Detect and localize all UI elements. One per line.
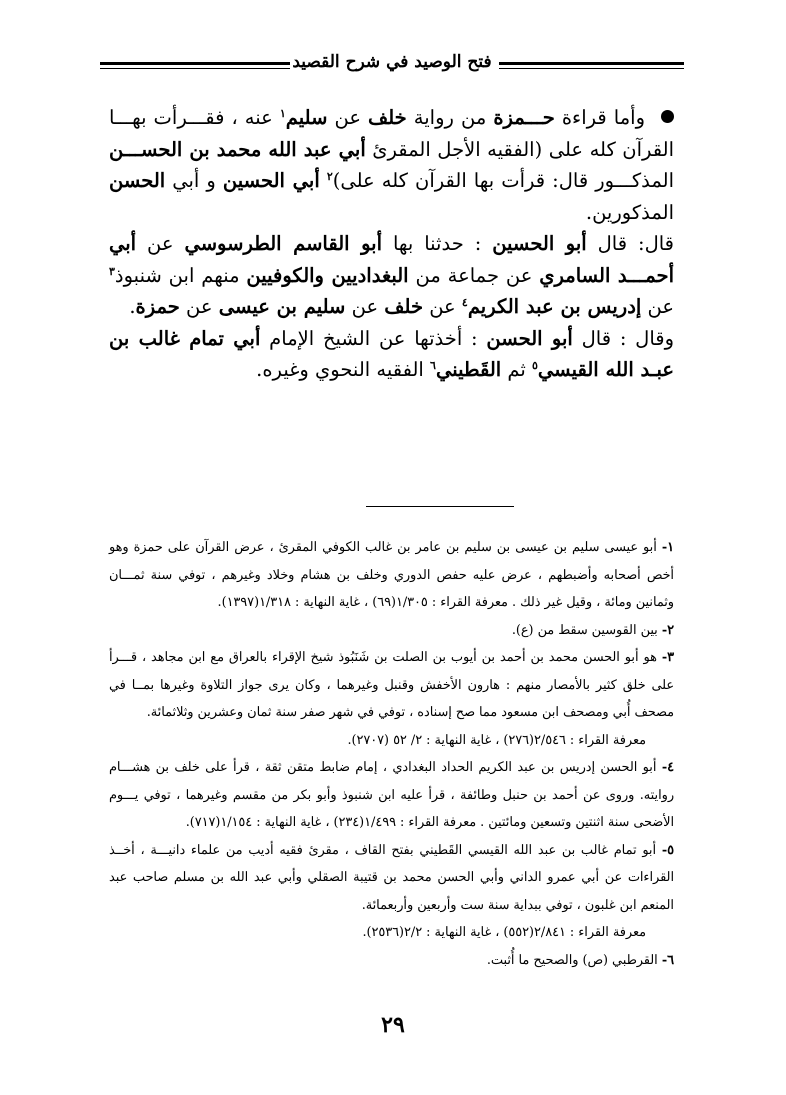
bold-name: أبي أحمـــد السامري [109, 232, 675, 287]
footnote-separator [366, 506, 514, 507]
footnote-text: أبو عيسى سليم بن عيسى بن سليم بن عامر بن غالب الكوفي المقرئ ، عرض القرآن على حمزة وهو أخص أصحابه وأضبطهم ، عرض عليه حفص الدوري وخلف بن هشام وخلاد وغيرهم ، توفي سنة ثمـــان وثمانين ومائة ، وقيل غير ذلك . معرفة القراء : ١/٣٠٥(٦٩) ، غاية النهاية : ١/٣١٨(١٣٩٧). [109, 540, 674, 610]
footnote-number: ٥- [661, 842, 674, 858]
paragraph-3 [109, 323, 674, 386]
paragraph-2 [109, 228, 674, 323]
footnote-text: أبو الحسن إدريس بن عبد الكريم الحداد البغدادي ، إمام ضابط متقن ثقة ، قرأ على خلف بن هشـــام روايته. وروى عن أحمد بن حنبل وطائفة ، قرأ عليه ابن شنبوذ وأبو بكر من مقسم وغيرهما ، توفي يـــوم الأضحى سنة اثنتين وتسعين ومائتين . معرفة القراء : ١/٤٩٩(٢٣٤) ، غاية النهاية : ١/١٥٤(٧١٧). [109, 760, 674, 830]
bold-name: إدريس بن عبد الكريم [467, 295, 642, 318]
bold-name: خلف [384, 295, 423, 318]
text-run: عن [327, 106, 369, 129]
footnote-number: ٤- [661, 760, 674, 775]
text-run: عن جماعة من [408, 263, 540, 287]
text-run: : أخذتها عن الشيخ الإمام [260, 326, 487, 350]
footnote-number: ١- [661, 540, 674, 555]
text-run: الفقيه النحوي وغيره. [256, 358, 431, 381]
text-run: عن [136, 232, 185, 255]
header-title: فتح الوصيد في شرح القصيد [292, 52, 492, 72]
bold-name: أبي الحسين [222, 169, 320, 192]
text-run: عن [423, 295, 462, 318]
bold-name: خلف [368, 106, 407, 129]
footnotes [109, 534, 674, 974]
text-run: منهم ابن شنبوذ [114, 263, 247, 287]
text-run: وقال : قال [572, 326, 675, 350]
bold-name: أبو الحسن [486, 326, 573, 350]
bold-name: أبو الحسين [492, 232, 587, 255]
text-run: وأما قراءة [554, 106, 645, 129]
text-run: عن [179, 295, 219, 318]
footnote-text: بين القوسين سقط من (ع). [511, 622, 662, 638]
bold-name: سليم [285, 106, 328, 129]
running-header [100, 50, 684, 80]
text-run: : حدثنا بها [382, 232, 493, 255]
footnote-text: أبو تمام غالب بن عبد الله القيسي القَطيني بفتح القاف ، مقرئ فقيه أديب من علماء دانيـــة ، أخــذ القراءات عن أبي عمرو الداني وأبي الحسن محمد بن قتيبة الصقلي وأبي عبد الله بن مسلم صاحب عبد المنعم ابن غلبون ، توفي ببداية سنة ست وأربعين وأربعمائة. [109, 842, 674, 913]
text-run [320, 169, 327, 192]
footnote-1 [109, 534, 674, 617]
footnote-marker: ٢ [326, 170, 333, 183]
footnote-4 [109, 754, 674, 837]
footnote-number: ٢- [661, 622, 674, 638]
footnote-marker: ١ [279, 107, 286, 120]
footnote-number: ٣- [661, 650, 674, 665]
bold-name: سليم بن عيسى [218, 295, 346, 318]
text-run: عنه ، فقـــرأت بهـــا القرآن كله على (الفقيه الأجل المقرئ [109, 106, 674, 161]
text-run: ثم [501, 358, 532, 381]
bullet-icon [661, 110, 674, 123]
footnote-marker: ٤ [461, 296, 468, 309]
bold-name: البغداديين والكوفيين [246, 263, 409, 287]
footnote-marker: ٥ [532, 359, 538, 372]
text-run: عن [345, 295, 385, 318]
footnote-text: هو أبو الحسن محمد بن أحمد بن أيوب بن الصلت بن شَنَبُوذ شيخ الإقراء بالعراق مع ابن مجاهد ، قـــرأ على خلق كثير بالأمصار منهم : هارون الأخفش وقنبل وغيرهما ، وكان يرى جواز التلاوة وغيرها بمــا في مصحف أُبي ومصحف ابن مسعود مما صح إسناده ، توفي في شهر صفر سنة ثمان وعشرين وثلاثمائة. [109, 650, 674, 720]
footnote-3-reference: معرفة القراء : ٢/٥٤٦(٢٧٦) ، غاية النهاية : ٢/ ٥٢ (٢٧٠٧). [347, 732, 646, 748]
bold-name: حـــمزة [493, 106, 555, 129]
footnote-text: القرطبي (ص) والصحيح ما أُثبت. [486, 952, 662, 968]
footnote-6 [109, 947, 674, 975]
text-run: المذكـــور قال: قرأت بها القرآن كله على) [332, 169, 674, 192]
footnote-marker: ٦ [430, 359, 436, 372]
text-run: قال: قال [586, 232, 675, 255]
text-run: عن [641, 295, 674, 318]
paragraph-1 [109, 102, 674, 228]
footnote-2 [109, 617, 674, 645]
footnote-5-reference: معرفة القراء : ٢/٨٤١(٥٥٢) ، غاية النهاية : ٢/٢(٢٥٣٦). [362, 925, 646, 940]
text-run: و أبي [165, 169, 223, 192]
bold-name: أبي تمام غالب بن عبـد الله القيسي [109, 326, 674, 381]
bold-name: حمزة [135, 295, 180, 318]
bold-name: أبو القاسم الطرسوسي [184, 232, 383, 255]
footnote-5 [109, 837, 674, 920]
bold-name: أبي عبد الله محمد بن الحســـن [109, 137, 366, 161]
text-run: من رواية [406, 106, 494, 129]
footnote-3 [109, 644, 674, 727]
footnote-number: ٦- [661, 952, 674, 968]
bold-name: الحسن [109, 169, 166, 192]
main-text [109, 102, 674, 386]
bold-name: القَطيني [435, 358, 502, 381]
text-run: المذكورين. [585, 200, 674, 224]
page-number: ٢٩ [381, 1012, 405, 1038]
footnote-marker: ٣ [109, 264, 115, 278]
text-run: . [129, 295, 136, 318]
